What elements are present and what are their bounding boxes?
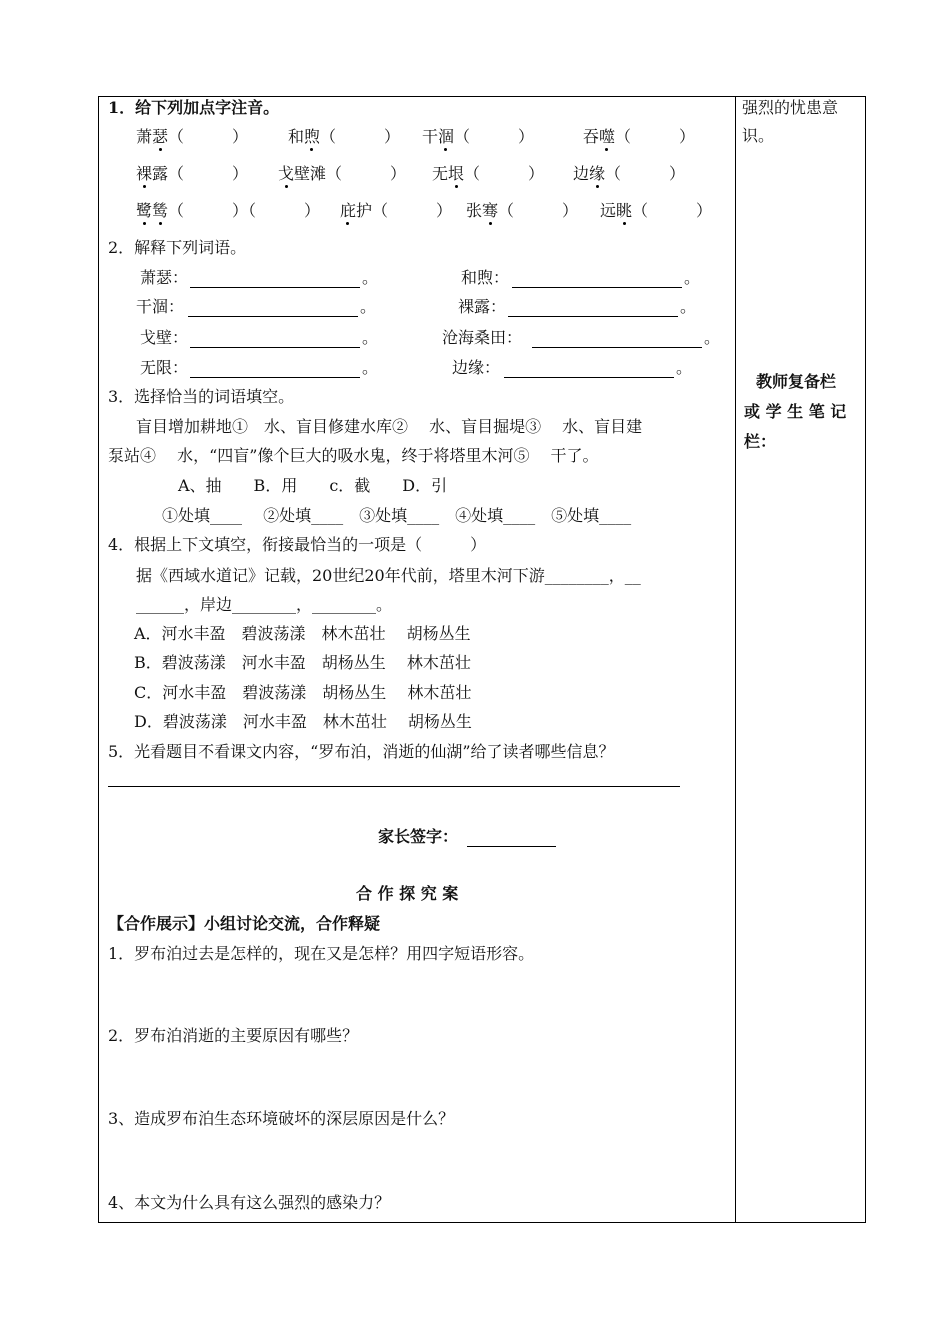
q3-options: A、抽 B．用 c．截 D．引 — [178, 476, 448, 495]
q4-choice-b[interactable]: B．碧波荡漾 河水丰盈 胡杨丛生 林木茁壮 — [134, 653, 471, 672]
emphasis-dot — [489, 222, 492, 225]
q2-period: 。 — [680, 297, 697, 316]
emphasis-dot — [143, 185, 146, 188]
emphasis-dot — [623, 222, 626, 225]
q1-word: 干涸（ ） — [422, 127, 535, 146]
q4-choice-d[interactable]: D．碧波荡漾 河水丰盈 林木茁壮 胡杨丛生 — [134, 712, 472, 731]
answer-line[interactable] — [504, 377, 674, 378]
q4-choice-c[interactable]: C．河水丰盈 碧波荡漾 胡杨丛生 林木茁壮 — [134, 683, 472, 702]
q2-period: 。 — [684, 268, 701, 287]
q1-word: 张骞（ ） — [466, 201, 579, 220]
emphasis-dot — [605, 148, 608, 151]
q4-line-2: ______，岸边________，________。 — [136, 595, 393, 614]
q1-word: 和煦（ ） — [288, 127, 401, 146]
q3-title: 3．选择恰当的词语填空。 — [108, 387, 295, 406]
emphasis-dot — [596, 185, 599, 188]
answer-line[interactable] — [508, 316, 678, 317]
coop-question: 4、本文为什么具有这么强烈的感染力？ — [108, 1193, 391, 1212]
q2-term: 裸露： — [458, 297, 507, 316]
answer-line[interactable] — [190, 377, 360, 378]
q1-word: 裸露（ ） — [136, 164, 249, 183]
emphasis-dot — [346, 222, 349, 225]
q1-word: 无垠（ ） — [432, 164, 545, 183]
q2-period: 。 — [362, 328, 379, 347]
emphasis-dot — [310, 148, 313, 151]
emphasis-dot — [143, 222, 146, 225]
q2-period: 。 — [360, 297, 377, 316]
q3-line-2: 泵站④ 水，“四盲”像个巨大的吸水鬼，终于将塔里木河⑤ 干了。 — [108, 446, 599, 465]
q1-word: 鹭鸶（ ）（ ） — [136, 201, 321, 220]
q5-title: 5．光看题目不看课文内容，“罗布泊，消逝的仙湖”给了读者哪些信息？ — [108, 742, 615, 761]
side-text-line-2: 识。 — [742, 126, 775, 145]
q3-fill-blanks: ①处填____ ②处填____ ③处填____ ④处填____ ⑤处填____ — [162, 506, 632, 525]
q2-title: 2．解释下列词语。 — [108, 238, 247, 257]
emphasis-dot — [285, 185, 288, 188]
q1-word: 远眺（ ） — [600, 201, 713, 220]
emphasis-dot — [159, 222, 162, 225]
q2-term: 沧海桑田： — [442, 328, 523, 347]
q1-title: 1．给下列加点字注音。 — [108, 98, 280, 117]
notes-heading-line-1: 教师复备栏 — [756, 372, 837, 391]
emphasis-dot — [444, 148, 447, 151]
q3-line-1: 盲目增加耕地① 水、盲目修建水库② 水、盲目掘堤③ 水、盲目建 — [136, 417, 643, 436]
answer-line[interactable] — [188, 316, 358, 317]
answer-line[interactable] — [108, 786, 680, 787]
column-divider — [735, 96, 736, 1223]
q4-title: 4．根据上下文填空，衔接最恰当的一项是（ ） — [108, 535, 487, 554]
notes-heading-line-3: 栏： — [744, 432, 777, 451]
coop-question: 2．罗布泊消逝的主要原因有哪些？ — [108, 1026, 359, 1045]
q2-period: 。 — [704, 328, 721, 347]
emphasis-dot — [159, 148, 162, 151]
answer-line[interactable] — [532, 347, 702, 348]
answer-line[interactable] — [190, 347, 360, 348]
q1-word: 萧瑟（ ） — [136, 127, 249, 146]
q2-term: 戈壁： — [140, 328, 189, 347]
signature-line[interactable] — [467, 846, 556, 847]
q1-word: 庇护（ ） — [340, 201, 453, 220]
emphasis-dot — [455, 185, 458, 188]
q4-line-1: 据《西域水道记》记载，20世纪20年代前，塔里木河下游________，__ — [136, 566, 641, 585]
q4-choice-a[interactable]: A．河水丰盈 碧波荡漾 林木茁壮 胡杨丛生 — [134, 624, 471, 643]
q2-term: 萧瑟： — [140, 268, 189, 287]
q2-term: 边缘： — [452, 358, 501, 377]
coop-heading: 【合作展示】小组讨论交流，合作释疑 — [108, 914, 381, 933]
q2-term: 干涸： — [136, 297, 185, 316]
coop-question: 3、造成罗布泊生态环境破坏的深层原因是什么？ — [108, 1109, 455, 1128]
q1-word: 边缘（ ） — [573, 164, 686, 183]
q1-word: 吞噬（ ） — [583, 127, 696, 146]
q2-period: 。 — [362, 358, 379, 377]
notes-heading-line-2: 或 学 生 笔 记 — [744, 402, 847, 421]
coop-question: 1．罗布泊过去是怎样的，现在又是怎样？用四字短语形容。 — [108, 944, 535, 963]
q2-term: 无限： — [140, 358, 189, 377]
parent-signature-label: 家长签字： — [378, 827, 459, 846]
side-text-line-1: 强烈的忧患意 — [742, 98, 839, 117]
q2-period: 。 — [676, 358, 693, 377]
q2-term: 和煦： — [461, 268, 510, 287]
answer-line[interactable] — [190, 287, 360, 288]
q1-word: 戈壁滩（ ） — [278, 164, 407, 183]
answer-line[interactable] — [512, 287, 682, 288]
q2-period: 。 — [362, 268, 379, 287]
section-title: 合 作 探 究 案 — [356, 884, 459, 903]
